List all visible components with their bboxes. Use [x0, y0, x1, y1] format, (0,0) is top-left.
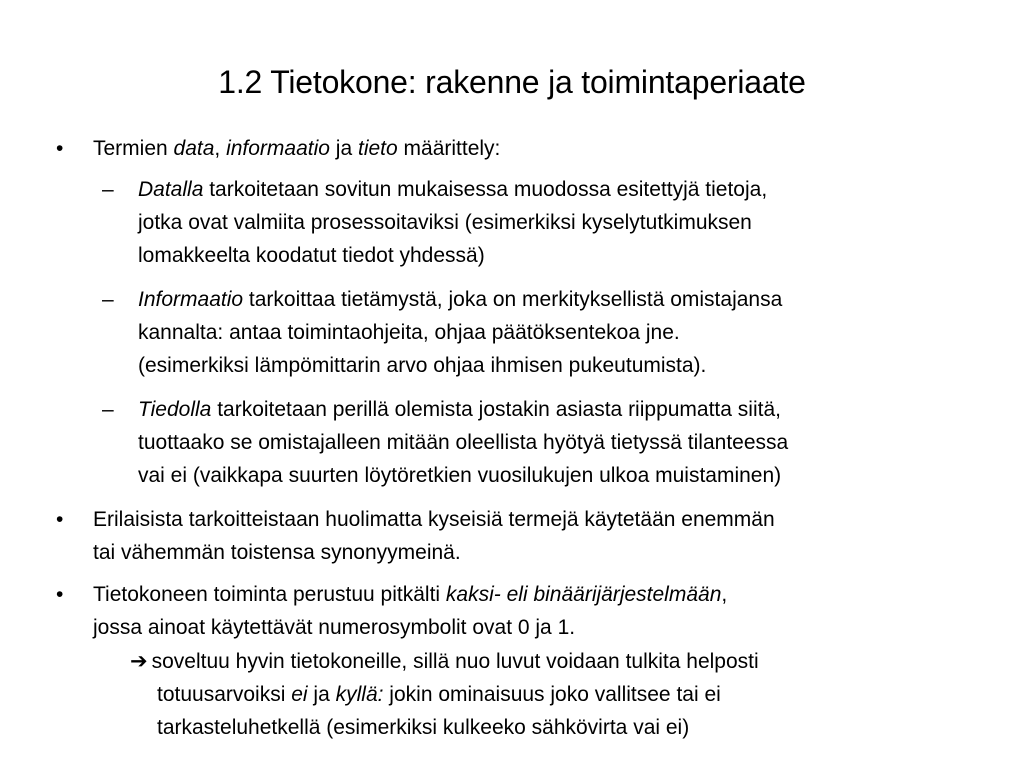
arrow-note-line-2 [157, 678, 721, 711]
text-run: ja [329, 137, 358, 160]
term-data: data [173, 137, 215, 160]
text-run: tarkoittaa tietämystä, joka on merkityksellistä omistajansa [243, 288, 783, 311]
bullet-2-line-2: tai vähemmän toistensa synonyymeinä. [93, 541, 461, 564]
dash-marker: – [102, 398, 114, 421]
sub-2-line-3: (esimerkiksi lämpömittarin arvo ohjaa ihmisen pukeutumista). [138, 354, 707, 377]
term-informaatio-def: Informaatio [138, 288, 244, 311]
bullet-marker: • [56, 508, 64, 531]
text-run: Termien [93, 137, 174, 160]
term-binaarijarjestelma: kaksi- eli binäärijärjestelmään [445, 583, 722, 606]
bullet-3-line-2: jossa ainoat käytettävät numerosymbolit ovat 0 ja 1. [93, 616, 576, 639]
arrow-note-line-3: tarkasteluhetkellä (esimerkiksi kulkeeko sähkövirta vai ei) [157, 716, 690, 739]
text-run: totuusarvoiksi [157, 683, 292, 706]
term-tieto: tieto [357, 137, 398, 160]
term-tiedolla: Tiedolla [138, 398, 212, 421]
text-run: , [214, 137, 227, 160]
bullet-3-line-1 [93, 578, 727, 611]
sub-3-line-2: tuottaako se omistajalleen mitään oleellista hyötyä tietyssä tilanteessa [138, 431, 789, 454]
term-ei: ei [291, 683, 308, 706]
bullet-1-text [93, 132, 500, 165]
sub-2-line-1 [138, 283, 782, 316]
term-kylla: kyllä: [335, 683, 384, 706]
sub-3-line-1 [138, 393, 781, 426]
text-run: soveltuu hyvin tietokoneille, sillä nuo luvut voidaan tulkita helposti [151, 650, 759, 673]
arrow-note-line-1 [130, 645, 759, 678]
sub-3-line-3: vai ei (vaikkapa suurten löytöretkien vuosilukujen ulkoa muistaminen) [138, 464, 782, 487]
text-run: jokin ominaisuus joko vallitsee tai ei [383, 683, 721, 706]
sub-2-line-2: kannalta: antaa toimintaohjeita, ohjaa päätöksentekoa jne. [138, 321, 680, 344]
term-datalla: Datalla [138, 178, 204, 201]
text-run: tarkoitetaan sovitun mukaisessa muodossa esitettyjä tietoja, [203, 178, 768, 201]
slide-title: 1.2 Tietokone: rakenne ja toimintaperiaate [218, 64, 806, 100]
text-run: ja [307, 683, 336, 706]
sub-1-line-2: jotka ovat valmiita prosessoitaviksi (esimerkiksi kyselytutkimuksen [138, 211, 752, 234]
term-informaatio: informaatio [226, 137, 330, 160]
dash-marker: – [102, 288, 114, 311]
bullet-marker: • [56, 137, 64, 160]
text-run: Tietokoneen toiminta perustuu pitkälti [93, 583, 446, 606]
arrow-right-icon: ➔ [130, 650, 148, 673]
dash-marker: – [102, 178, 114, 201]
bullet-marker: • [56, 583, 64, 606]
sub-1-line-1 [138, 173, 767, 206]
text-run: määrittely: [397, 137, 501, 160]
text-run: tarkoitetaan perillä olemista jostakin asiasta riippumatta siitä, [211, 398, 781, 421]
text-run: , [721, 583, 728, 606]
bullet-2-line-1: Erilaisista tarkoitteistaan huolimatta kyseisiä termejä käytetään enemmän [93, 508, 775, 531]
sub-1-line-3: lomakkeelta koodatut tiedot yhdessä) [138, 244, 485, 267]
